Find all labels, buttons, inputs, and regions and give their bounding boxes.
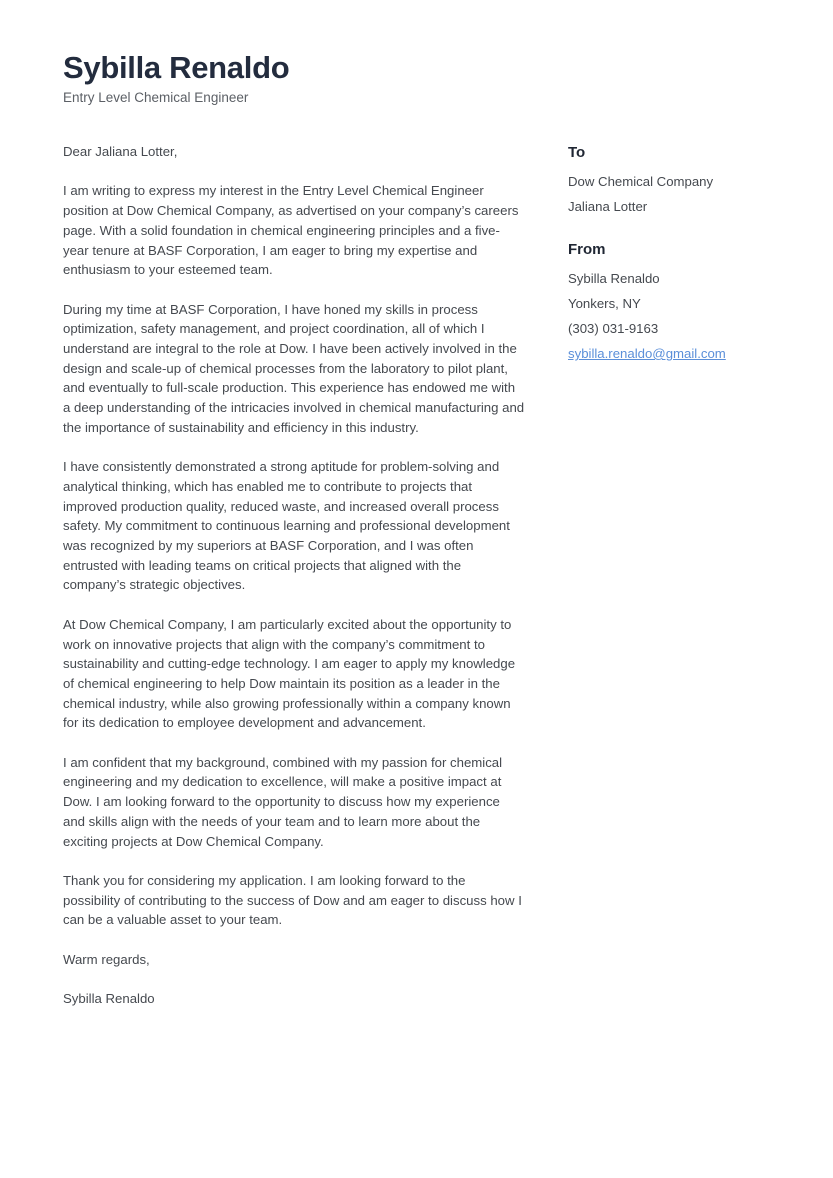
from-location: Yonkers, NY — [568, 296, 641, 311]
letter-closing: Warm regards, — [63, 951, 150, 967]
to-section — [568, 144, 783, 214]
letter-paragraph: I have consistently demonstrated a strong aptitude for problem-solving and analytical thinking, which has enabled me to contribute to projects that improved production quality, reduced waste, and increased overall process safety. My commitment to continuous learning and professional development was recognized by my superiors at BASF Corporation, and I was often entrusted with leading teams on critical projects that aligned with the company’s strategic objectives. — [63, 459, 510, 593]
from-name: Sybilla Renaldo — [568, 271, 660, 286]
signature-name: Sybilla Renaldo — [63, 991, 155, 1007]
letter-paragraph: During my time at BASF Corporation, I have honed my skills in process optimization, safety management, and project coordination, all of which I understand are integral to the role at Dow. I have been actively involved in the design and scale-up of chemical processes from the laboratory to pilot plant, and eventually to full-scale production. This experience has endowed me with a deep understanding of the intricacies involved in chemical manufacturing and the importance of sustainability and efficiency in this industry. — [63, 301, 525, 435]
email-link[interactable]: sybilla.renaldo@gmail.com — [568, 346, 726, 361]
letter-paragraph: I am confident that my background, combined with my passion for chemical engineering and my dedication to excellence, will make a positive impact at Dow. I am looking forward to the opportunity to discuss how my experience and skills align with the needs of your team and to learn more about the exciting projects at Dow Chemical Company. — [63, 754, 503, 849]
letter-paragraph: Thank you for considering my application. I am looking forward to the possibility of contributing to the success of Dow and am eager to discuss how I can be a valuable asset to your team. — [63, 872, 522, 928]
salutation: Dear Jaliana Lotter, — [63, 144, 178, 159]
contact-sidebar — [568, 144, 783, 388]
to-company: Dow Chemical Company — [568, 174, 714, 189]
letter-paragraph: I am writing to express my interest in the Entry Level Chemical Engineer position at Dow Chemical Company, as advertised on your company’s careers page. With a solid foundation in chemical engineering principles and a five-year tenure at BASF Corporation, I am eager to bring my expertise and enthusiasm to your esteemed team. — [63, 183, 519, 278]
letter-paragraph: At Dow Chemical Company, I am particularly excited about the opportunity to work on innovative projects that align with the company’s commitment to sustainability and cutting-edge technology. I am eager to apply my knowledge of chemical engineering to help Dow maintain its position as a leader in the chemical industry, while also growing professionally within a company known for its dedication to employee development and advancement. — [63, 616, 516, 731]
from-phone: (303) 031-9163 — [568, 321, 659, 336]
job-title-subtitle: Entry Level Chemical Engineer — [63, 90, 249, 105]
to-recipient: Jaliana Lotter — [568, 199, 648, 214]
from-heading: From — [568, 241, 606, 258]
to-heading: To — [568, 144, 586, 161]
letter-body — [63, 142, 525, 1009]
letter-header — [63, 50, 289, 106]
from-section — [568, 241, 783, 361]
page-title: Sybilla Renaldo — [63, 50, 290, 85]
